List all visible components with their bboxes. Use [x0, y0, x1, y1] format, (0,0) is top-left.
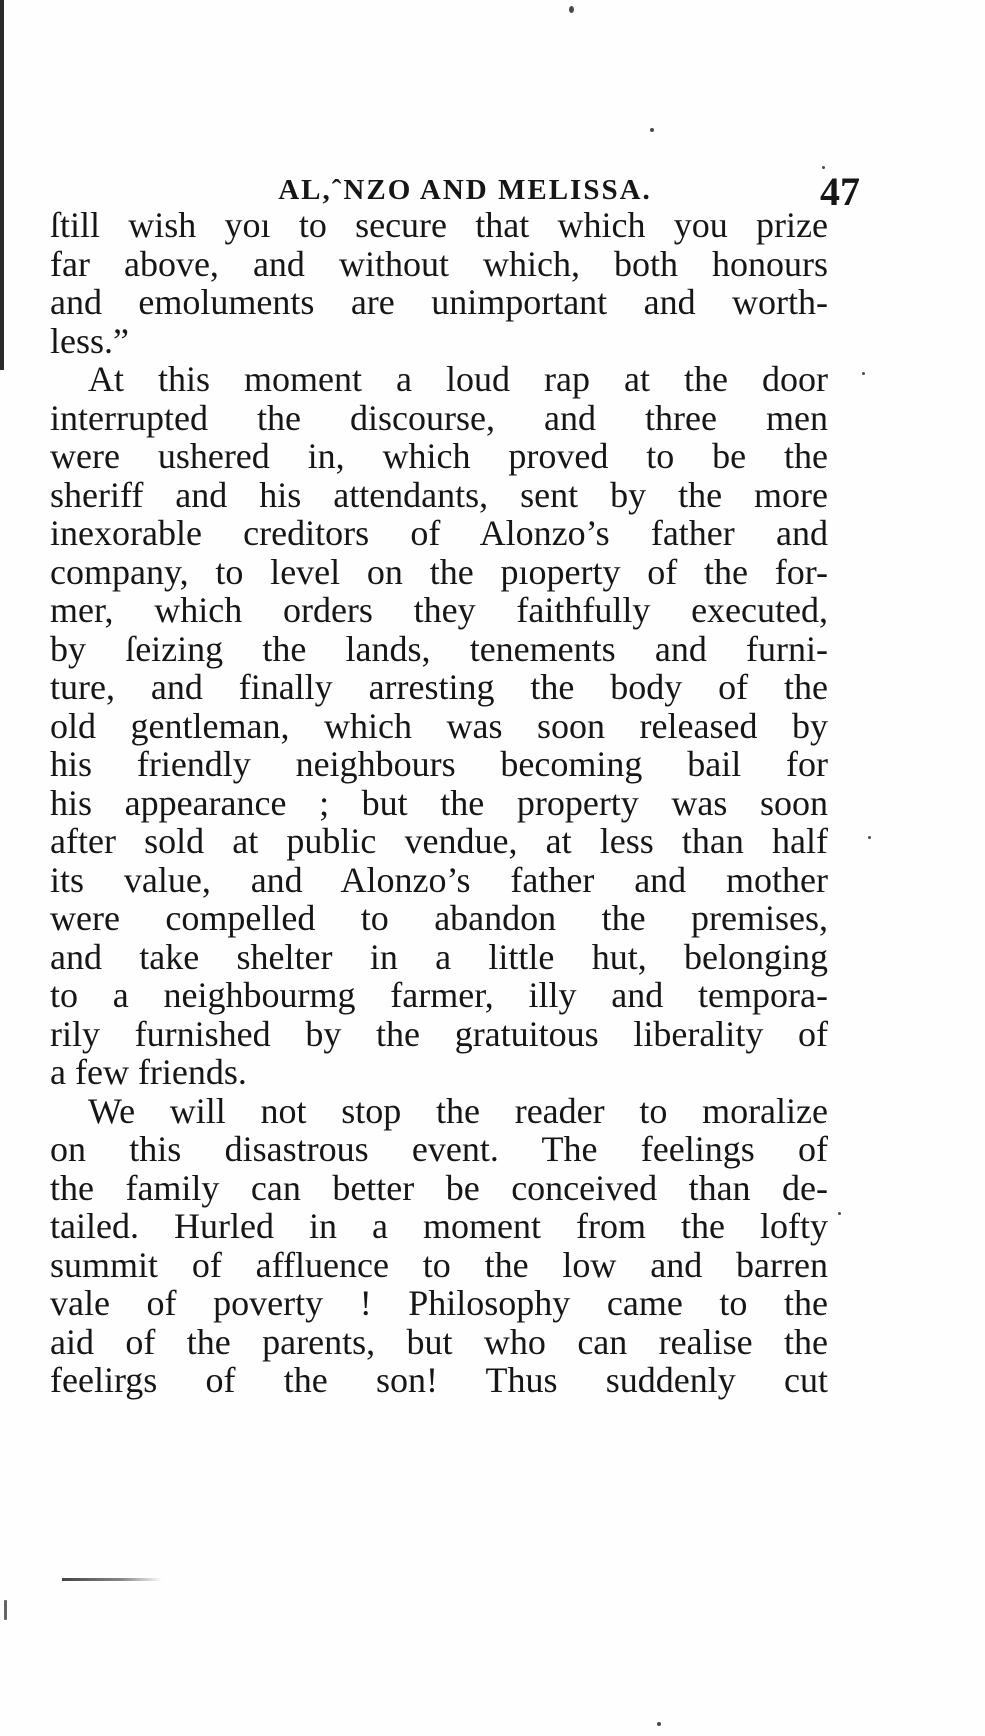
text-line: to a neighbourmg farmer, illy and tempora-	[50, 975, 828, 1015]
text-line: old gentleman, which was soon released by	[50, 705, 828, 746]
text-line: ſtill wish yoı to secure that which you prize	[50, 205, 828, 245]
body-text	[50, 206, 828, 1400]
text-line: sheriff and his attendants, sent by the more	[50, 474, 828, 515]
text-line: interrupted the discourse, and three men	[50, 397, 828, 438]
text-line: the family can better be conceived than de-	[50, 1167, 828, 1208]
ink-speck	[650, 128, 654, 132]
ink-speck	[838, 1212, 841, 1215]
ink-speck	[657, 1722, 661, 1726]
text-line: his friendly neighbours becoming bail for	[50, 744, 828, 784]
text-line: company, to level on the pıoperty of the for-	[50, 551, 828, 592]
text-line: and emoluments are unimportant and worth-	[50, 282, 828, 322]
ink-speck	[4, 1600, 7, 1620]
text-line: tailed. Hurled in a moment from the lofty	[50, 1206, 828, 1246]
text-line: and take shelter in a little hut, belonging	[50, 936, 828, 977]
text-line: its value, and Alonzo’s father and mother	[50, 859, 828, 900]
text-line: on this disastrous event. The feelings of	[50, 1129, 828, 1169]
page-edge-rule	[0, 0, 4, 370]
text-line: his appearance ; but the property was soon	[50, 782, 828, 823]
ink-speck	[569, 6, 574, 13]
text-line: At this moment a loud rap at the door	[88, 359, 828, 399]
ink-smudge	[62, 1578, 162, 1581]
text-line: were ushered in, which proved to be the	[50, 436, 828, 476]
text-line: summit of affluence to the low and barren	[50, 1244, 828, 1285]
text-line: were compelled to abandon the premises,	[50, 898, 828, 938]
text-line: feelirgs of the son! Thus suddenly cut	[50, 1360, 828, 1400]
text-line: after sold at public vendue, at less than half	[50, 821, 828, 861]
page-number: 47	[820, 169, 860, 214]
text-line: inexorable creditors of Alonzo’s father and	[50, 513, 828, 553]
ink-speck	[868, 836, 871, 839]
ink-speck	[862, 372, 865, 375]
running-title: AL,ˆNZO AND MELISSA.	[278, 174, 652, 206]
text-line: less.”	[50, 320, 129, 361]
text-line: rily furnished by the gratuitous liberality of	[50, 1013, 828, 1054]
text-line: vale of poverty ! Philosophy came to the	[50, 1283, 828, 1323]
text-line: a few friends.	[50, 1052, 247, 1092]
text-line: aid of the parents, but who can realise the	[50, 1321, 828, 1362]
text-line: ture, and finally arresting the body of the	[50, 667, 828, 707]
text-line: far above, and without which, both honours	[50, 243, 828, 284]
text-line: We will not stop the reader to moralize	[88, 1090, 828, 1131]
text-line: mer, which orders they faithfully executed,	[50, 590, 828, 630]
text-line: by ſeizing the lands, tenements and furni-	[50, 628, 828, 669]
